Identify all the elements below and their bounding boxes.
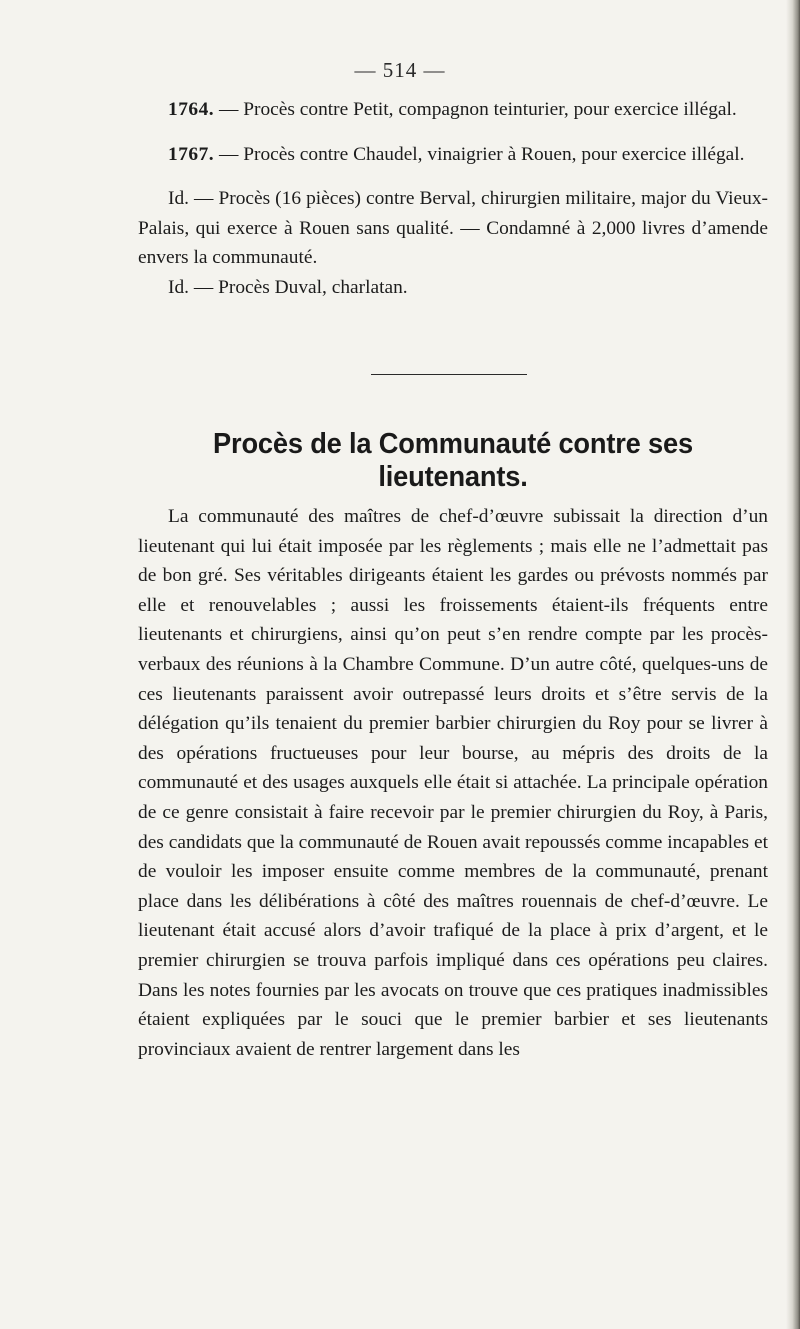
case-list (138, 95, 768, 303)
case-year: 1767. (168, 143, 215, 165)
case-year: 1764. (168, 99, 215, 120)
case-entry-1764 (138, 95, 768, 125)
section-heading: Procès de la Communauté contre ses lieutenants. (213, 428, 693, 493)
body-paragraph: La communauté des maîtres de chef-d’œuvre subissait la direction d’un lieutenant qui lui était imposée par les règlements ; mais elle ne l’admettait pas de bon gré. Ses véritables dirigeants étaient les gardes ou prévosts nommés par elle et renouvelables ; aussi les froissements étaient-ils fréquents entre lieutenants et chirurgiens, ainsi qu’on peut s’en rendre compte par les procès-verbaux des réunions à la Chambre Commune. D’un autre côté, quelques-uns de ces lieutenants paraissent avoir outrepassé leurs droits et s’être servis de la délégation qu’ils tenaient du premier barbier chirurgien du Roy pour se livrer à des opérations fructueuses pour leur bourse, au mépris des droits de la communauté et des usages auxquels elle était si attachée. La principale opération de ce genre consistait à faire recevoir par le premier chirurgien du Roy, à Paris, des candidats que la communauté de Rouen avait repoussés comme incapables et de vouloir les imposer ensuite comme membres de la communauté, prenant place dans les délibérations à côté des maîtres rouennais de chef-d’œuvre. Le lieutenant était accusé alors d’avoir trafiqué de la place à prix d’argent, et le premier chirurgien se trouva parfois impliqué dans ces opérations peu claires. Dans les notes fournies par les avocats on trouve que ces pratiques inadmissibles étaient expliquées par le souci que le premier barbier et ses lieutenants provinciaux avaient de rentrer largement dans les (138, 506, 768, 1060)
page-number: — 514 — (354, 58, 446, 82)
case-entry-1767 (138, 140, 768, 170)
section-divider (371, 374, 527, 375)
case-entry-duval: Id. — Procès Duval, charlatan. (168, 276, 408, 298)
case-entry-berval: Id. — Procès (16 pièces) contre Berval, chirurgien militaire, major du Vieux-Palais, qui exerce à Rouen sans qualité. — Condamné à 2,000 livres d’amende envers la communauté. (138, 188, 768, 269)
case-text: — Procès contre Chaudel, vinaigrier à Rouen, pour exercice illégal. (214, 143, 745, 165)
case-text: — Procès contre Petit, compagnon teinturier, pour exercice illégal. (214, 99, 737, 120)
page-edge-shadow (786, 0, 800, 1329)
